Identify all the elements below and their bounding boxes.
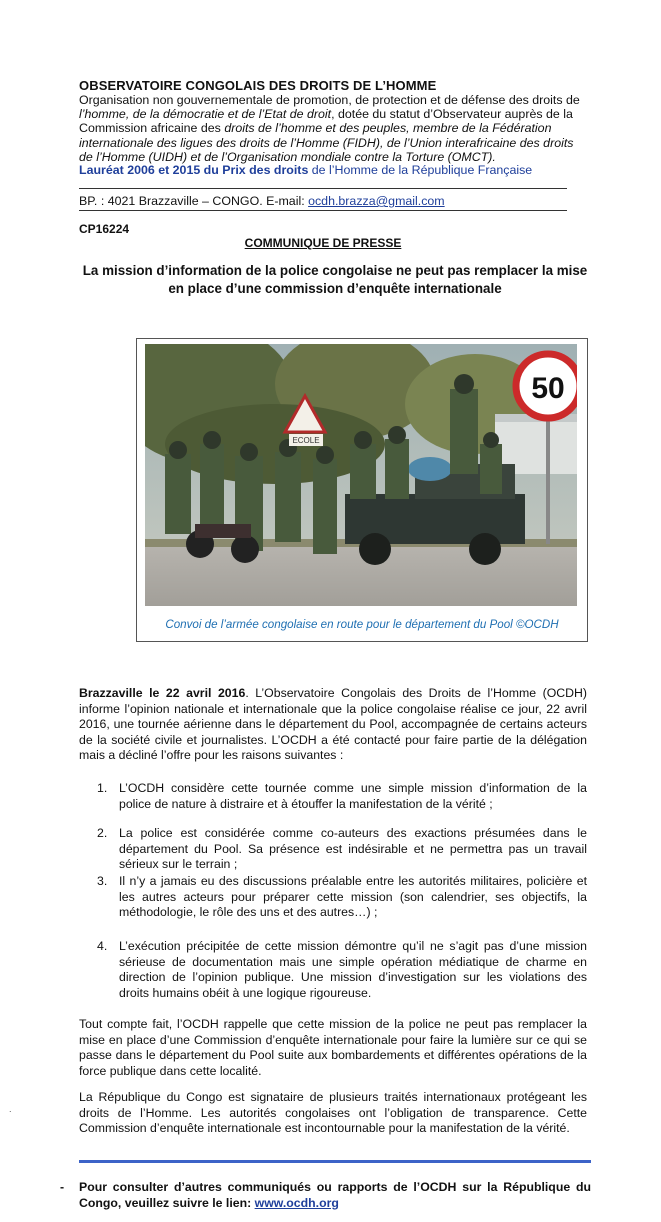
address-line	[79, 194, 445, 208]
intro-text: . L’Observatoire Congolais des Droits de l’Homme (OCDH) informe l’opinion nationale et internationale que la police congolaise réalise ce jour, 22 avril 2016, une tournée aérienne dans le département du Pool, accompagnée de certains acteurs de la société civile et journalistes. L’OCDH a été contacté pour faire partie de la délégation mais a décliné l’offre pour les raisons suivantes :	[79, 686, 587, 763]
convoy-photo-illustration	[145, 344, 577, 606]
laureat-line	[79, 163, 532, 177]
organization-description	[79, 93, 589, 164]
stray-mark: .	[9, 1104, 12, 1114]
desc-part-3: , dotée du statut d’Observateur auprès de la Commission africaine des	[79, 107, 573, 136]
dateline: Brazzaville le 22 avril 2016	[79, 686, 246, 700]
reason-text: La police est considérée comme co-auteurs des exactions présumées dans le département du Pool. Sa présence est indésirable et ne permettra pas un travail sérieux sur le terrain ;	[119, 826, 587, 872]
reason-text: L’exécution précipitée de cette mission démontre qu’il ne s’agit pas d’une mission sérieuse de documentation mais une simple opération médiatique de charme en direction de l’opinion publique. Une mission d’investigation sur les violations des droits humains obéit à une logique rigoureuse.	[119, 939, 587, 1000]
headline-line-2: en place d’une commission d’enquête internationale	[168, 281, 502, 296]
laureat-rest: de l’Homme de la République Française	[308, 163, 533, 177]
photo-frame	[136, 338, 588, 642]
reason-number: 4.	[97, 939, 108, 953]
laureat-bold: Lauréat 2006 et 2015 du Prix des droits	[79, 163, 309, 177]
footer-note	[79, 1180, 591, 1211]
reference-number: CP16224	[79, 222, 130, 236]
desc-part-4: droits de l’homme et des peuples, membre de la Fédération internationale des ligues des droits de l’Homme (FIDH), de l’Union interafricaine des droits de l’Homme (UIDH) et de l’Organisation mondiale contre la Torture (OMCT).	[79, 121, 574, 164]
reason-number: 2.	[97, 826, 108, 840]
email-link[interactable]: ocdh.brazza@gmail.com	[308, 194, 445, 208]
conclusion-paragraph: Tout compte fait, l’OCDH rappelle que cette mission de la police ne peut pas remplacer la mise en place d’une Commission d’enquête internationale pour faire la lumière sur ce qui se passe dans le département du Pool suite aux bombardements et différentes opérations de la force publique dans cette localité.	[79, 1017, 587, 1078]
republic-paragraph: La République du Congo est signataire de plusieurs traités internationaux protégeant les droits de l’Homme. Les autorités congolaises ont l’obligation de transparence. Cette Commission d’enquête internationale est incontournable pour la manifestation de la vérité.	[79, 1090, 587, 1136]
headline	[79, 262, 591, 298]
reason-item	[97, 826, 587, 873]
document-type: COMMUNIQUE DE PRESSE	[244, 236, 402, 250]
website-link[interactable]: www.ocdh.org	[254, 1195, 339, 1210]
school-sign-text: ECOLE	[292, 436, 320, 445]
convoy-photo	[145, 344, 577, 606]
reason-text: L’OCDH considère cette tournée comme une simple mission d’information de la police de nature à distraire et à étouffer la manifestation de la vérité ;	[119, 781, 587, 811]
footer-text: Pour consulter d’autres communiqués ou rapports de l’OCDH sur la République du Congo, veuillez suivre le lien:	[79, 1180, 591, 1210]
organization-name: OBSERVATOIRE CONGOLAIS DES DROITS DE L’HOMME	[79, 78, 437, 93]
desc-part-2: l’homme, de la démocratie et de l’Etat de droit	[79, 107, 332, 122]
desc-part-1: Organisation non gouvernementale de promotion, de protection et de défense des droits de	[79, 93, 580, 107]
footer-bullet: -	[60, 1180, 65, 1194]
reason-number: 3.	[97, 874, 108, 888]
reason-number: 1.	[97, 781, 108, 795]
photo-caption: Convoi de l’armée congolaise en route pour le département du Pool ©OCDH	[165, 618, 559, 631]
intro-paragraph	[79, 686, 587, 764]
speed-sign-text: 50	[531, 372, 565, 405]
divider-bottom	[79, 210, 567, 211]
headline-line-1: La mission d’information de la police congolaise ne peut pas remplacer la mise	[82, 263, 588, 278]
divider-top	[79, 188, 567, 189]
reason-item	[97, 781, 587, 812]
reason-item	[97, 874, 587, 921]
footer-divider	[79, 1160, 591, 1163]
reason-text: Il n’y a jamais eu des discussions préalable entre les autorités militaires, policière et les autres acteurs pour préparer cette mission (son calendrier, ses objectifs, la méthodologie, le rôle des uns et des autres…) ;	[119, 874, 587, 920]
reason-item	[97, 939, 587, 1001]
address-text: BP. : 4021 Brazzaville – CONGO. E-mail:	[79, 194, 309, 208]
